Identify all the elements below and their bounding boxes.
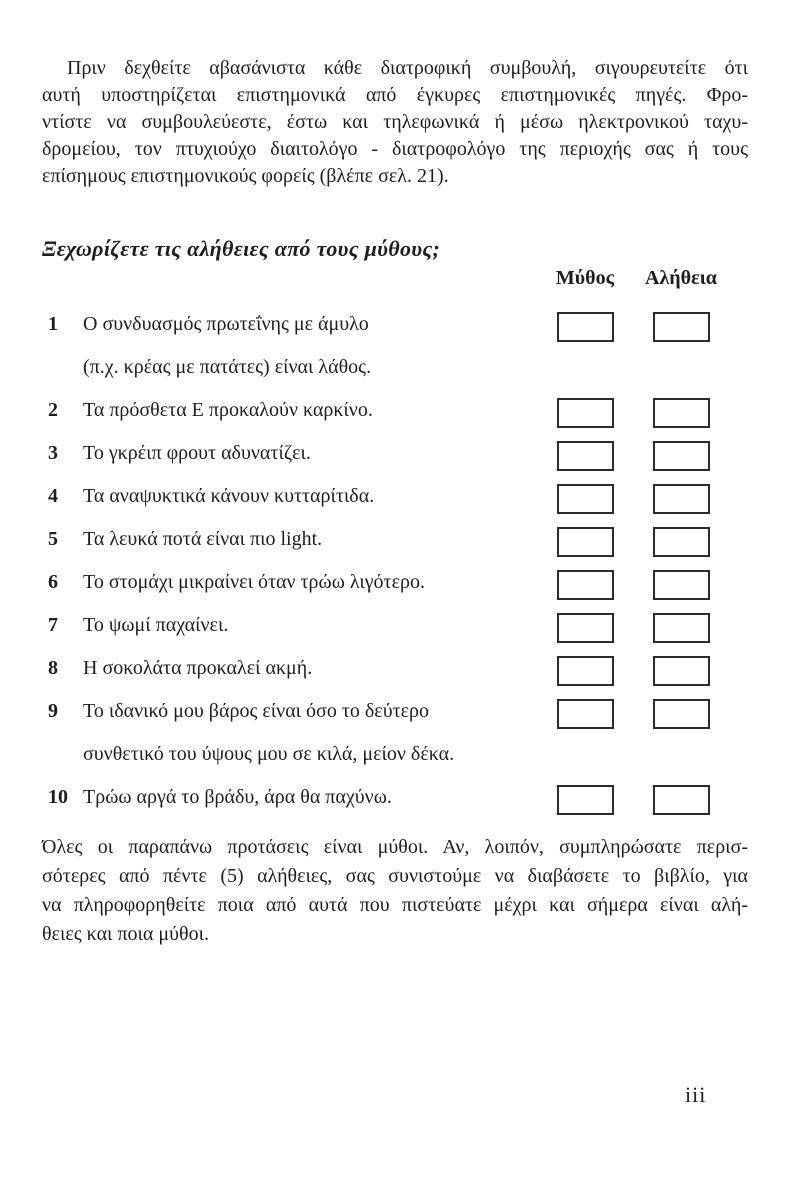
item-text-line: Τα πρόσθετα Ε προκαλούν καρκίνο. — [83, 399, 373, 421]
quiz-item-6 — [42, 561, 748, 604]
item-text — [83, 389, 748, 432]
quiz-item-1 — [42, 303, 748, 389]
item-text — [83, 475, 748, 518]
item-text-line: Τα αναψυκτικά κάνουν κυτταρίτιδα. — [83, 485, 375, 507]
item-text-line: Το στομάχι μικραίνει όταν τρώω λιγότερο. — [83, 571, 425, 593]
item-text — [83, 776, 748, 819]
truth-checkbox[interactable] — [653, 570, 710, 600]
item-text-line: Τρώω αργά το βράδυ, άρα θα παχύνω. — [83, 786, 392, 808]
item-text — [83, 561, 748, 604]
quiz-item-3 — [42, 432, 748, 475]
truth-checkbox[interactable] — [653, 441, 710, 471]
item-text-line: Τα λευκά ποτά είναι πιο light. — [83, 528, 323, 550]
quiz-item-4 — [42, 475, 748, 518]
truth-checkbox[interactable] — [653, 484, 710, 514]
item-text — [83, 432, 748, 475]
column-header-truth: Αλήθεια — [645, 267, 717, 289]
quiz-item-2 — [42, 389, 748, 432]
item-number: 7 — [48, 614, 58, 636]
item-number: 6 — [48, 571, 58, 593]
item-text — [83, 690, 748, 776]
page-number: iii — [685, 1082, 707, 1107]
item-text-line: συνθετικό του ύψους μου σε κιλά, μείον δέκα. — [83, 743, 455, 765]
truth-checkbox[interactable] — [653, 785, 710, 815]
page-content — [42, 0, 748, 949]
myth-checkbox[interactable] — [557, 441, 614, 471]
myth-checkbox[interactable] — [557, 699, 614, 729]
closing-line: θειες και ποια μύθοι. — [42, 923, 209, 945]
closing-line: σότερες από πέντε (5) αλήθειες, σας συνιστούμε να διαβάσετε το βιβλίο, για — [42, 865, 748, 887]
truth-checkbox[interactable] — [653, 613, 710, 643]
truth-checkbox[interactable] — [653, 398, 710, 428]
quiz-item-8 — [42, 647, 748, 690]
item-number: 9 — [48, 700, 58, 722]
quiz-list — [42, 303, 748, 819]
myth-checkbox[interactable] — [557, 312, 614, 342]
quiz-item-9 — [42, 690, 748, 776]
item-text — [83, 647, 748, 690]
truth-checkbox[interactable] — [653, 699, 710, 729]
myth-checkbox[interactable] — [557, 484, 614, 514]
truth-checkbox[interactable] — [653, 656, 710, 686]
item-text — [83, 518, 748, 561]
item-number: 2 — [48, 399, 58, 421]
column-header-myth: Μύθος — [555, 267, 615, 289]
myth-checkbox[interactable] — [557, 570, 614, 600]
myth-checkbox[interactable] — [557, 613, 614, 643]
item-text — [83, 303, 748, 389]
intro-paragraph — [42, 55, 748, 190]
item-number: 1 — [48, 313, 58, 335]
closing-line: να πληροφορηθείτε ποια από αυτά που πιστεύατε μέχρι και σήμερα είναι αλή- — [42, 894, 748, 916]
quiz-heading: Ξεχωρίζετε τις αλήθειες από τους μύθους; — [42, 236, 441, 261]
quiz-item-7 — [42, 604, 748, 647]
myth-checkbox[interactable] — [557, 527, 614, 557]
intro-line: ντίστε να συμβουλεύεστε, έστω και τηλεφωνικά ή μέσω ηλεκτρονικού ταχυ- — [42, 111, 748, 133]
intro-line: Πριν δεχθείτε αβασάνιστα κάθε διατροφική συμβουλή, σιγουρευτείτε ότι — [67, 57, 748, 79]
item-text-line: (π.χ. κρέας με πατάτες) είναι λάθος. — [83, 356, 372, 378]
item-text-line: Η σοκολάτα προκαλεί ακμή. — [83, 657, 313, 679]
myth-checkbox[interactable] — [557, 656, 614, 686]
myth-checkbox[interactable] — [557, 398, 614, 428]
item-text-line: Το γκρέιπ φρουτ αδυνατίζει. — [83, 442, 311, 464]
truth-checkbox[interactable] — [653, 527, 710, 557]
item-number: 4 — [48, 485, 58, 507]
item-number: 8 — [48, 657, 58, 679]
closing-paragraph — [42, 833, 748, 949]
quiz-item-5 — [42, 518, 748, 561]
intro-line: δρομείου, τον πτυχιούχο διαιτολόγο - διατροφολόγο της περιοχής σας ή τους — [42, 138, 748, 160]
quiz-item-10 — [42, 776, 748, 819]
myth-checkbox[interactable] — [557, 785, 614, 815]
quiz-column-headers — [42, 267, 748, 293]
item-number: 3 — [48, 442, 58, 464]
truth-checkbox[interactable] — [653, 312, 710, 342]
item-text-line: Ο συνδυασμός πρωτεΐνης με άμυλο — [83, 313, 369, 335]
intro-line: αυτή υποστηρίζεται επιστημονικά από έγκυρες επιστημονικές πηγές. Φρο- — [42, 84, 748, 106]
item-text-line: Το ιδανικό μου βάρος είναι όσο το δεύτερο — [83, 700, 430, 722]
item-number: 10 — [48, 786, 68, 808]
item-number: 5 — [48, 528, 58, 550]
closing-line: Όλες οι παραπάνω προτάσεις είναι μύθοι. Αν, λοιπόν, συμπληρώσατε περισ- — [42, 836, 748, 858]
item-text-line: Το ψωμί παχαίνει. — [83, 614, 229, 636]
item-text — [83, 604, 748, 647]
intro-line: επίσημους επιστημονικούς φορείς (βλέπε σελ. 21). — [42, 165, 449, 187]
